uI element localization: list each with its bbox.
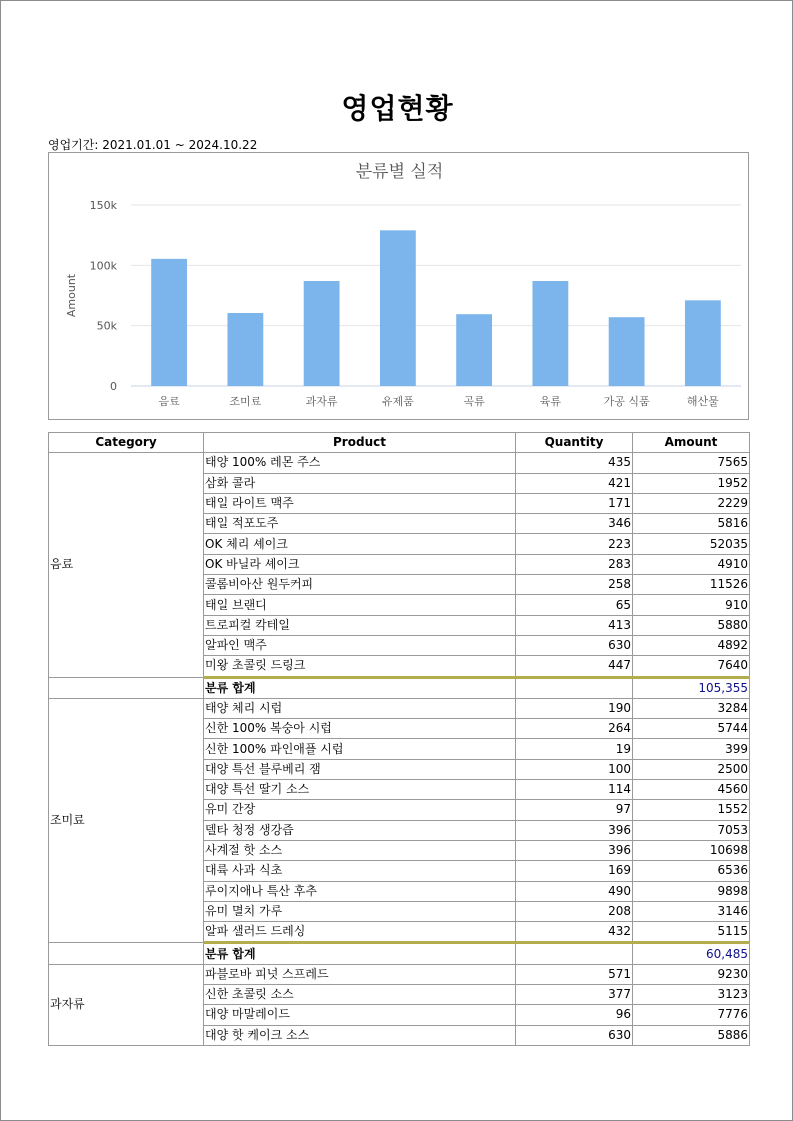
column-header-quantity: Quantity (516, 433, 633, 453)
quantity-cell: 208 (516, 901, 633, 921)
subtotal-category-blank (49, 943, 204, 964)
product-cell: 파블로바 피넛 스프레드 (204, 964, 516, 984)
x-tick-label: 해산물 (686, 395, 719, 408)
table-row (49, 698, 750, 718)
column-header-category: Category (49, 433, 204, 453)
quantity-cell: 65 (516, 595, 633, 615)
bar (532, 281, 568, 386)
x-tick-label: 육류 (539, 395, 562, 408)
quantity-cell: 190 (516, 698, 633, 718)
sales-table (48, 432, 750, 1046)
product-cell: 콜롬비아산 원두커피 (204, 575, 516, 595)
quantity-cell: 435 (516, 453, 633, 473)
product-cell: 대양 특선 딸기 소스 (204, 780, 516, 800)
x-tick-label: 가공 식품 (603, 395, 650, 408)
amount-cell: 910 (633, 595, 750, 615)
amount-cell: 3146 (633, 901, 750, 921)
quantity-cell: 396 (516, 820, 633, 840)
amount-cell: 3284 (633, 698, 750, 718)
x-tick-label: 음료 (158, 395, 180, 408)
amount-cell: 10698 (633, 840, 750, 860)
x-tick-label: 곡류 (463, 395, 485, 408)
product-cell: 유미 간장 (204, 800, 516, 820)
product-cell: 델타 청정 생강즙 (204, 820, 516, 840)
amount-cell: 2500 (633, 759, 750, 779)
product-cell: 사계절 핫 소스 (204, 840, 516, 860)
product-cell: 태일 브랜디 (204, 595, 516, 615)
quantity-cell: 100 (516, 759, 633, 779)
product-cell: OK 바닐라 셰이크 (204, 554, 516, 574)
table-header-row (49, 433, 750, 453)
product-cell: 미왕 초콜릿 드링크 (204, 656, 516, 677)
product-cell: 신한 100% 복숭아 시럽 (204, 719, 516, 739)
product-cell: 삼화 콜라 (204, 473, 516, 493)
column-header-product: Product (204, 433, 516, 453)
amount-cell: 4560 (633, 780, 750, 800)
quantity-cell: 96 (516, 1005, 633, 1025)
product-cell: 트로피컬 칵테일 (204, 615, 516, 635)
subtotal-amount: 105,355 (633, 677, 750, 698)
table-body (49, 453, 750, 1046)
table-row (49, 453, 750, 473)
amount-cell: 9898 (633, 881, 750, 901)
quantity-cell: 19 (516, 739, 633, 759)
product-cell: 신한 100% 파인애플 시럽 (204, 739, 516, 759)
amount-cell: 5880 (633, 615, 750, 635)
bar (304, 281, 340, 386)
quantity-cell: 432 (516, 922, 633, 943)
chart-title: 분류별 실적 (355, 162, 444, 182)
amount-cell: 4910 (633, 554, 750, 574)
subtotal-category-blank (49, 677, 204, 698)
bar (380, 230, 416, 386)
product-cell: 신한 초콜릿 소스 (204, 985, 516, 1005)
amount-cell: 9230 (633, 964, 750, 984)
subtotal-row (49, 943, 750, 964)
product-cell: 루이지애나 특산 후추 (204, 881, 516, 901)
report-period: 영업기간: 2021.01.01 ~ 2024.10.22 (48, 138, 258, 152)
quantity-cell: 264 (516, 719, 633, 739)
bar (685, 300, 721, 386)
subtotal-quantity-blank (516, 943, 633, 964)
subtotal-row (49, 677, 750, 698)
quantity-cell: 346 (516, 514, 633, 534)
amount-cell: 6536 (633, 861, 750, 881)
product-cell: 대륙 사과 식초 (204, 861, 516, 881)
amount-cell: 7565 (633, 453, 750, 473)
amount-cell: 5115 (633, 922, 750, 943)
amount-cell: 3123 (633, 985, 750, 1005)
category-cell: 조미료 (49, 698, 204, 943)
amount-cell: 7640 (633, 656, 750, 677)
product-cell: 알파인 맥주 (204, 635, 516, 655)
bar (456, 314, 492, 386)
quantity-cell: 630 (516, 1025, 633, 1045)
product-cell: 알파 샐러드 드레싱 (204, 922, 516, 943)
quantity-cell: 114 (516, 780, 633, 800)
x-tick-label: 유제품 (381, 395, 414, 408)
category-cell: 음료 (49, 453, 204, 677)
x-tick-label: 과자류 (305, 395, 338, 408)
quantity-cell: 571 (516, 964, 633, 984)
subtotal-label: 분류 합계 (204, 943, 516, 964)
product-cell: 대양 마말레이드 (204, 1005, 516, 1025)
amount-cell: 1552 (633, 800, 750, 820)
bar (151, 259, 187, 386)
amount-cell: 5744 (633, 719, 750, 739)
y-tick-label: 0 (110, 380, 117, 393)
quantity-cell: 630 (516, 635, 633, 655)
product-cell: 태양 체리 시럽 (204, 698, 516, 718)
amount-cell: 7053 (633, 820, 750, 840)
quantity-cell: 490 (516, 881, 633, 901)
y-tick-label: 50k (96, 319, 117, 333)
amount-cell: 11526 (633, 575, 750, 595)
quantity-cell: 97 (516, 800, 633, 820)
amount-cell: 5886 (633, 1025, 750, 1045)
category-chart (48, 152, 749, 420)
quantity-cell: 171 (516, 493, 633, 513)
amount-cell: 5816 (633, 514, 750, 534)
product-cell: 대양 특선 블루베리 잼 (204, 759, 516, 779)
subtotal-quantity-blank (516, 677, 633, 698)
table-row (49, 964, 750, 984)
quantity-cell: 283 (516, 554, 633, 574)
amount-cell: 2229 (633, 493, 750, 513)
y-tick-label: 100k (89, 259, 117, 273)
product-cell: 대양 핫 케이크 소스 (204, 1025, 516, 1045)
amount-cell: 52035 (633, 534, 750, 554)
subtotal-label: 분류 합계 (204, 677, 516, 698)
amount-cell: 1952 (633, 473, 750, 493)
quantity-cell: 413 (516, 615, 633, 635)
quantity-cell: 377 (516, 985, 633, 1005)
product-cell: 태일 적포도주 (204, 514, 516, 534)
x-tick-label: 조미료 (229, 395, 262, 408)
quantity-cell: 169 (516, 861, 633, 881)
quantity-cell: 223 (516, 534, 633, 554)
report-title: 영업현황 (341, 92, 454, 125)
amount-cell: 7776 (633, 1005, 750, 1025)
column-header-amount: Amount (633, 433, 750, 453)
quantity-cell: 258 (516, 575, 633, 595)
category-cell: 과자류 (49, 964, 204, 1045)
product-cell: OK 체리 셰이크 (204, 534, 516, 554)
subtotal-amount: 60,485 (633, 943, 750, 964)
quantity-cell: 447 (516, 656, 633, 677)
bar-chart-svg (49, 153, 750, 421)
product-cell: 태일 라이트 맥주 (204, 493, 516, 513)
quantity-cell: 396 (516, 840, 633, 860)
bar (227, 313, 263, 386)
amount-cell: 4892 (633, 635, 750, 655)
amount-cell: 399 (633, 739, 750, 759)
product-cell: 태양 100% 레몬 주스 (204, 453, 516, 473)
product-cell: 유미 멸치 가루 (204, 901, 516, 921)
y-axis-label: Amount (65, 273, 78, 318)
quantity-cell: 421 (516, 473, 633, 493)
y-tick-label: 150k (89, 199, 117, 212)
bar (609, 317, 645, 386)
